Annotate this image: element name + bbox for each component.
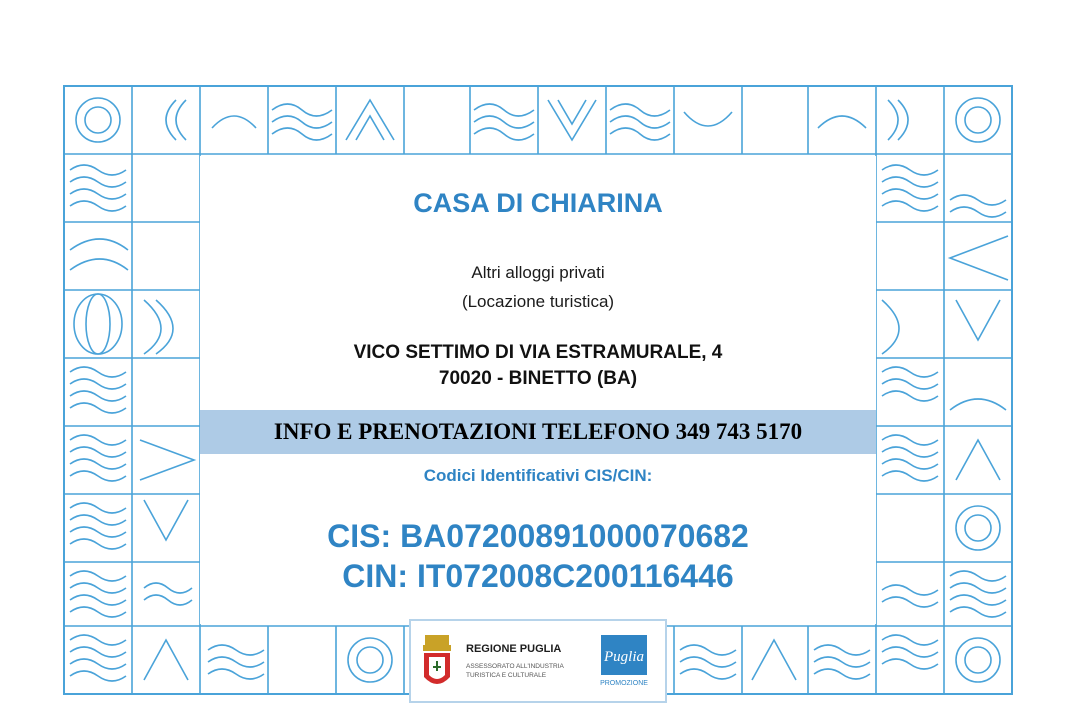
cin-code: CIN: IT072008C200116446	[342, 558, 734, 594]
accommodation-type: Altri alloggi privati	[471, 263, 605, 282]
region-crest-icon	[421, 633, 453, 693]
footer-logos	[409, 619, 667, 703]
region-name: REGIONE PUGLIA	[466, 643, 562, 655]
info-booking-bar: INFO E PRENOTAZIONI TELEFONO 349 743 5170	[200, 410, 876, 454]
puglia-promozione-logo	[597, 633, 653, 695]
address-street: VICO SETTIMO DI VIA ESTRAMURALE, 4	[353, 342, 723, 363]
region-department: ASSESSORATO ALL'INDUSTRIA TURISTICA E CULTURALE	[466, 663, 564, 679]
cis-code: CIS: BA07200891000070682	[327, 518, 749, 554]
address-city: 70020 - BINETTO (BA)	[438, 368, 638, 389]
svg-text:PROMOZIONE: PROMOZIONE	[600, 680, 648, 687]
svg-text:Puglia: Puglia	[604, 649, 644, 665]
accommodation-subtype: (Locazione turistica)	[461, 292, 615, 311]
property-title: CASA DI CHIARINA	[413, 188, 663, 218]
codes-label: Codici Identificativi CIS/CIN:	[423, 466, 653, 485]
